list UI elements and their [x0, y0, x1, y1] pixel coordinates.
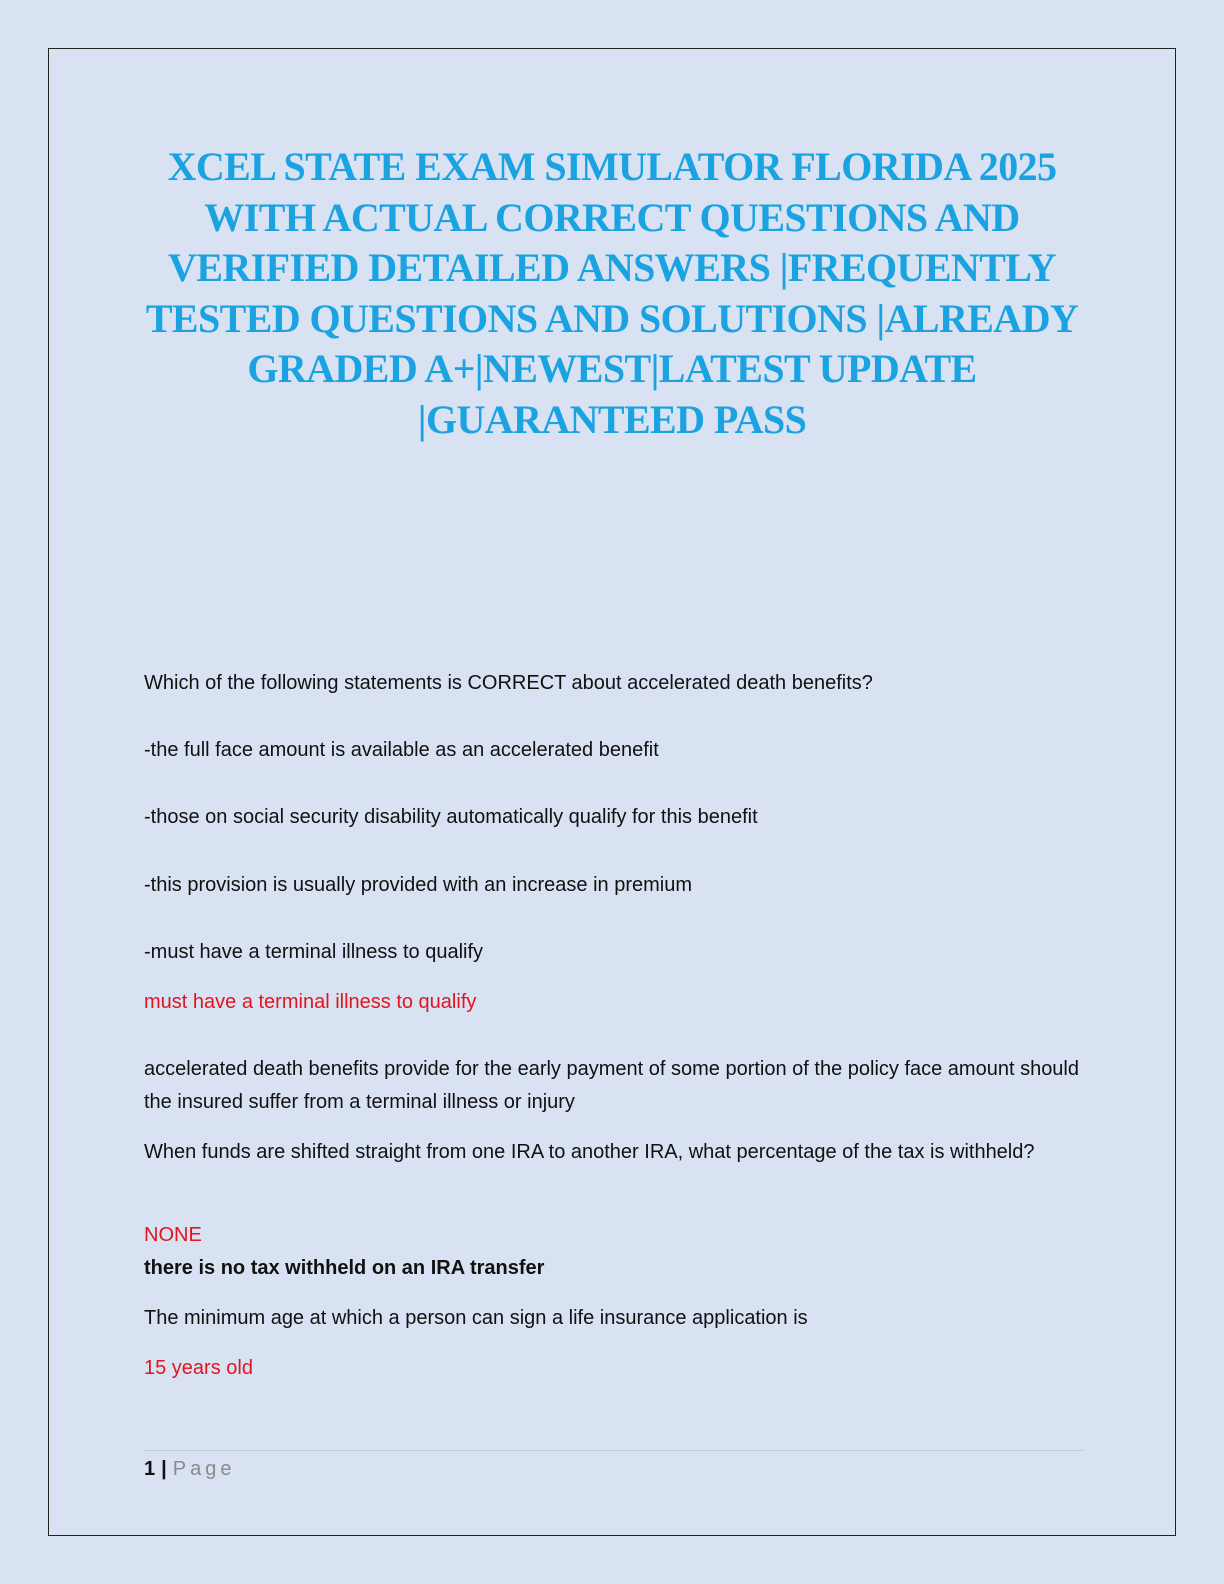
document-title: XCEL STATE EXAM SIMULATOR FLORIDA 2025 WITH ACTUAL CORRECT QUESTIONS AND VERIFIED DETAILED ANSWERS |FREQUENTLY TESTED QUESTIONS AND SOLUTIONS |ALREADY GRADED A+|NEWEST|LATEST UPDATE |GUARANTEED PASS — [145, 144, 1079, 442]
q1-option-2: -those on social security disability automatically qualify for this benefit — [144, 806, 758, 828]
q1-option-4: -must have a terminal illness to qualify — [144, 941, 484, 963]
q2-answer: NONE — [144, 1224, 202, 1246]
q1-option-1: -the full face amount is available as an accelerated benefit — [144, 739, 659, 761]
q1-answer: must have a terminal illness to qualify — [144, 991, 477, 1013]
q1-option-3: -this provision is usually provided with an increase in premium — [144, 874, 693, 896]
question-1: Which of the following statements is CORRECT about accelerated death benefits? — [144, 672, 873, 694]
question-2: When funds are shifted straight from one IRA to another IRA, what percentage of the tax is withheld? — [144, 1141, 1035, 1163]
page-footer — [144, 1456, 235, 1482]
page-number: 1 — [144, 1458, 156, 1480]
q1-explanation: accelerated death benefits provide for the early payment of some portion of the policy face amount should the insured suffer from a terminal illness or injury — [144, 1058, 1079, 1113]
q3-answer: 15 years old — [144, 1357, 253, 1379]
page-separator: | — [161, 1458, 167, 1480]
q2-explanation: there is no tax withheld on an IRA transfer — [144, 1257, 545, 1279]
question-3: The minimum age at which a person can sign a life insurance application is — [144, 1307, 808, 1329]
footer-divider — [144, 1450, 1084, 1451]
page-label: Page — [172, 1458, 236, 1480]
